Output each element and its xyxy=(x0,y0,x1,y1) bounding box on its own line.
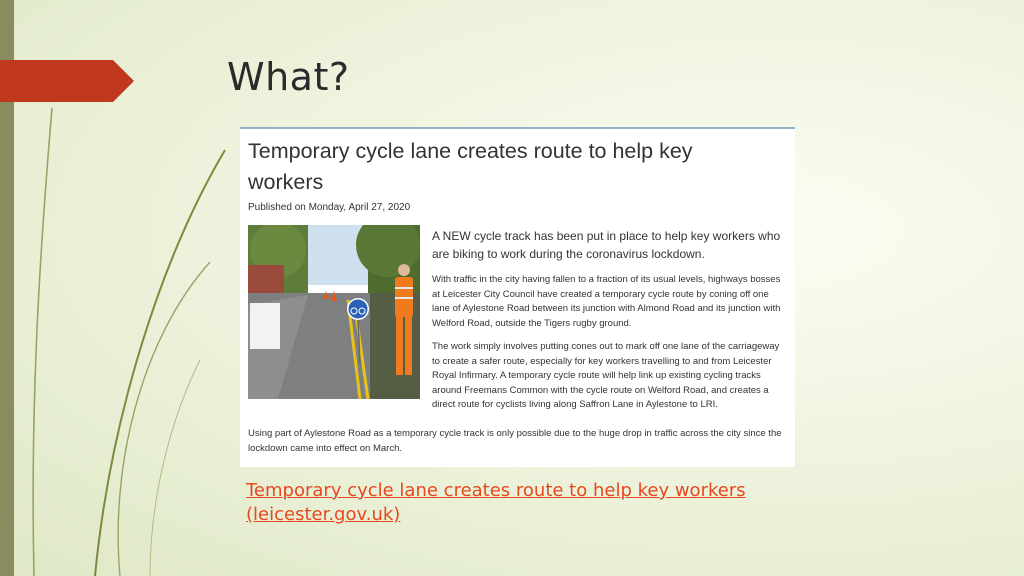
article-paragraph: With traffic in the city having fallen to a fraction of its usual levels, highways bosses at Leicester City Council have created a temporary cycle route by coning off one lane of Aylestone Road between its junction with Almond Road and its junction with Welford Road, outside the Tigers rugby ground. xyxy=(432,274,781,329)
article-headline: Temporary cycle lane creates route to help key workers xyxy=(248,139,693,194)
article-published-date: Published on Monday, April 27, 2020 xyxy=(248,202,411,213)
article-closing-paragraph: Using part of Aylestone Road as a temporary cycle track is only possible due to the huge drop in traffic across the city since the lockdown came into effect on March. xyxy=(248,428,782,454)
article-lead: A NEW cycle track has been put in place to help key workers who are biking to work during the coronavirus lockdown. xyxy=(432,229,781,261)
article-photo xyxy=(248,225,420,399)
source-link[interactable]: Temporary cycle lane creates route to help key workers (leicester.gov.uk) xyxy=(246,480,746,525)
article-screenshot xyxy=(240,127,795,467)
article-paragraph: The work simply involves putting cones out to mark off one lane of the carriageway to create a safer route, especially for key workers travelling to and from Leicester Royal Infirmary. A temporary cycle route will help link up existing cycling tracks around Freemans Common with the cycle route on Welford Road, and creates a direct route for cyclists living along Saffron Lane in Aylestone to LRI. xyxy=(432,341,780,410)
article-body xyxy=(432,227,782,422)
accent-arrow-tab xyxy=(0,60,134,102)
slide-title: What? xyxy=(227,55,350,99)
